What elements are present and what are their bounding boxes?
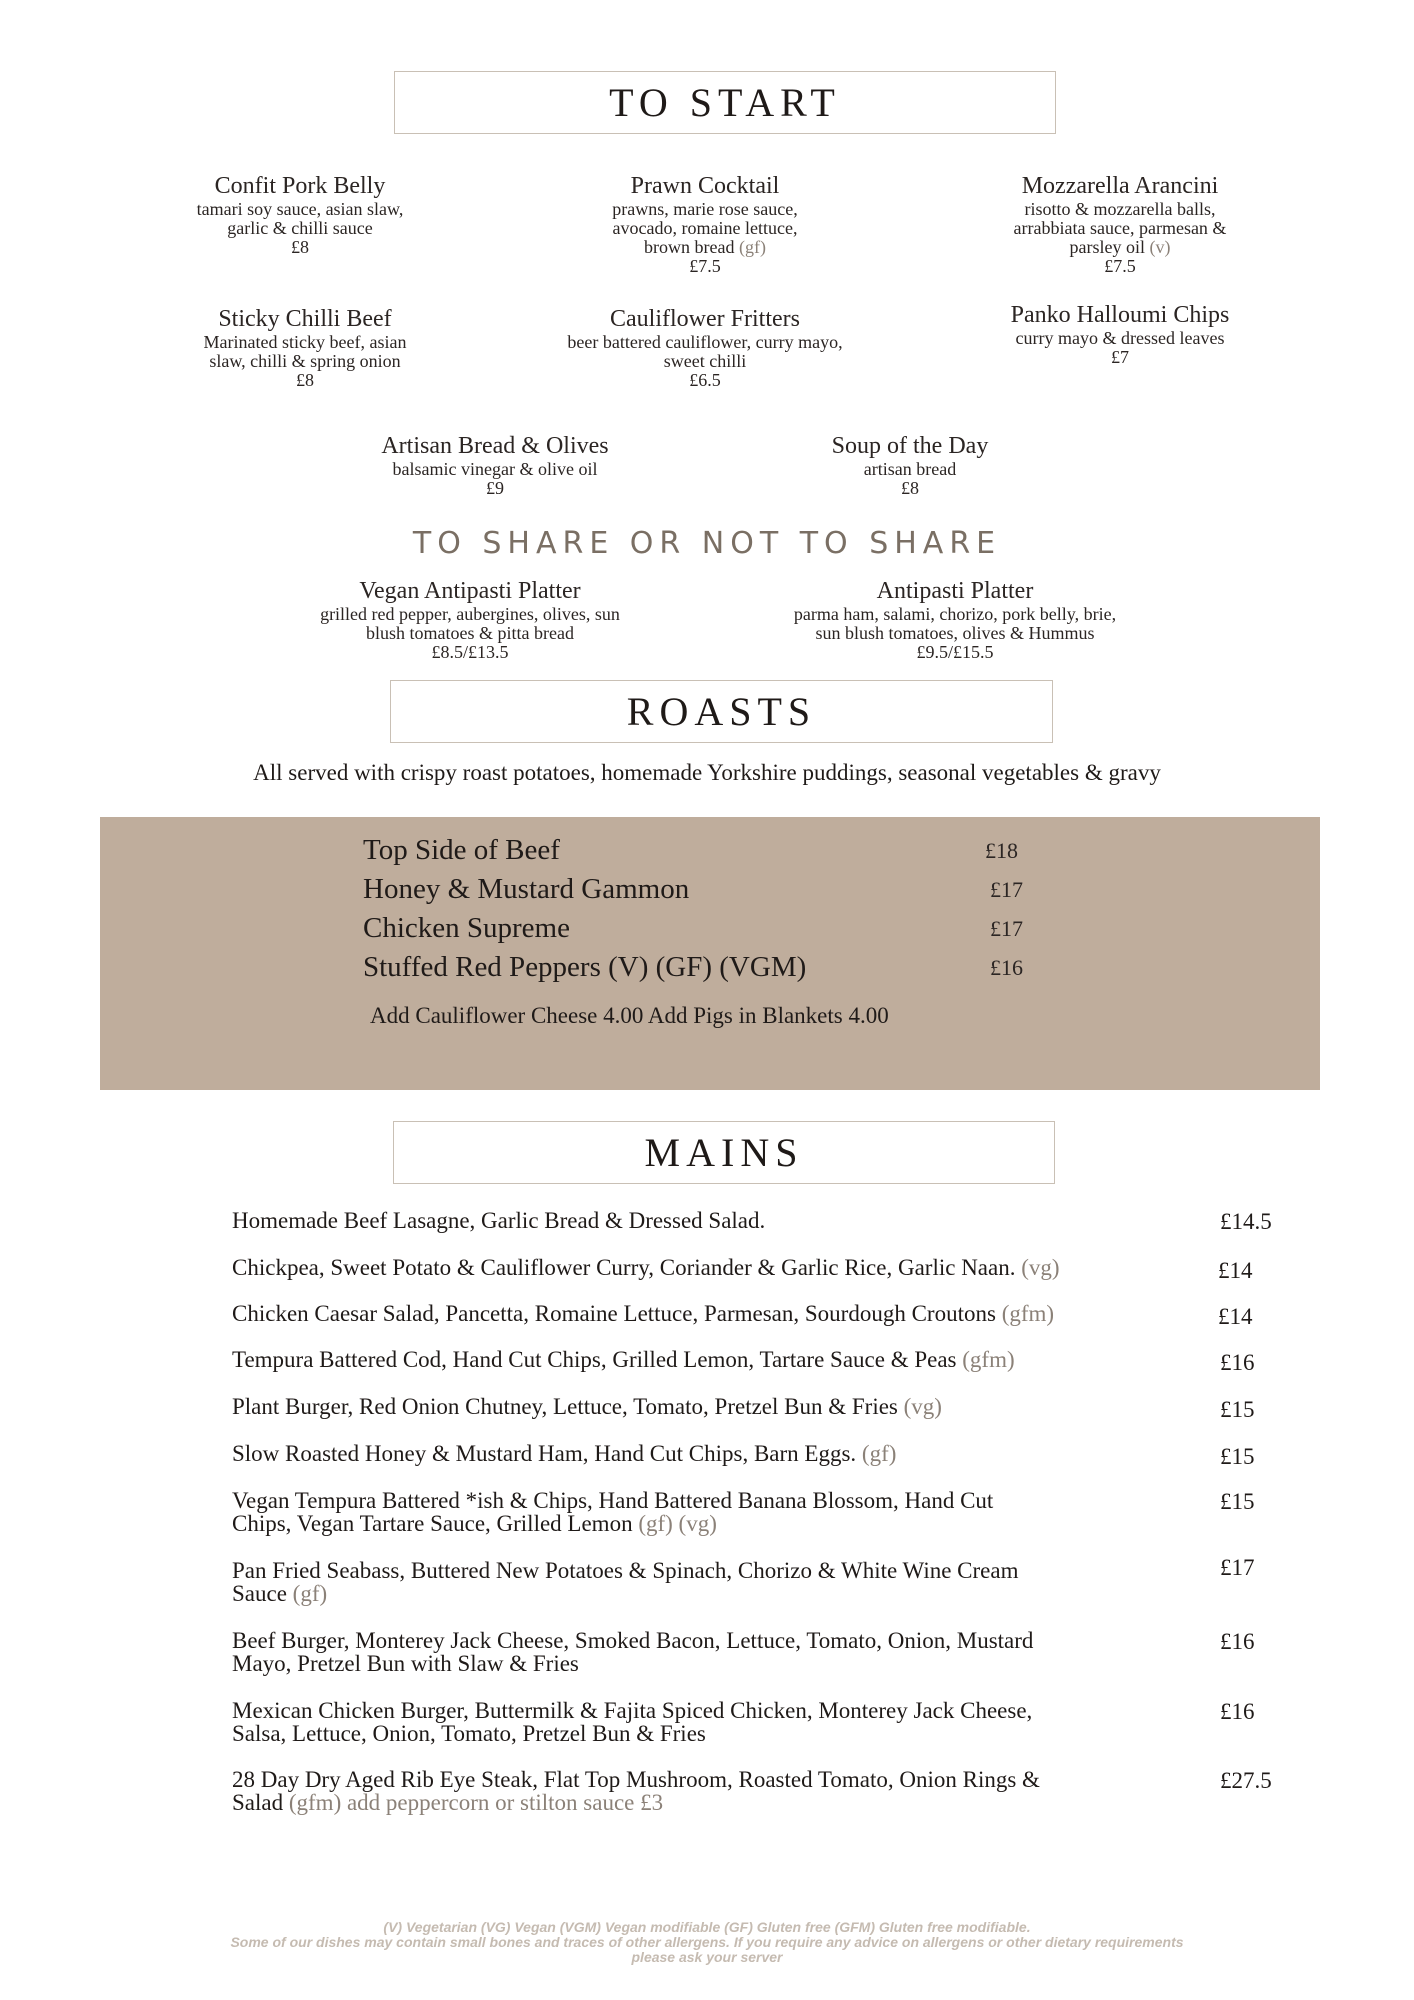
section-heading-mains <box>393 1121 1055 1184</box>
main-item-price: £14.5 <box>1220 1209 1272 1234</box>
main-item <box>232 1442 1232 1465</box>
item-desc: Slow Roasted Honey & Mustard Ham, Hand Cut Chips, Barn Eggs. <box>232 1441 857 1466</box>
menu-item-starter <box>960 172 1280 276</box>
item-name: Panko Halloumi Chips <box>1010 302 1230 328</box>
dietary-tag: (gf) (vg) <box>638 1511 717 1536</box>
item-desc: Salsa, Lettuce, Onion, Tomato, Pretzel Bun & Fries <box>232 1721 706 1746</box>
item-desc: Tempura Battered Cod, Hand Cut Chips, Grilled Lemon, Tartare Sauce & Peas <box>232 1347 957 1372</box>
item-desc: Mayo, Pretzel Bun with Slaw & Fries <box>232 1651 579 1676</box>
menu-item-starter <box>960 301 1280 367</box>
menu-item-starter <box>145 305 465 390</box>
roast-item-name: Stuffed Red Peppers (V) (GF) (VGM) <box>363 951 807 983</box>
item-price: £7 <box>1111 347 1129 367</box>
item-desc: artisan bread <box>863 459 957 479</box>
item-desc: risotto & mozzarella balls, <box>1024 199 1216 219</box>
dietary-tag: (vg) <box>903 1394 942 1419</box>
item-desc: grilled red pepper, aubergines, olives, sun <box>320 604 620 624</box>
item-desc: Chickpea, Sweet Potato & Cauliflower Curry, Coriander & Garlic Rice, Garlic Naan. <box>232 1255 1016 1280</box>
item-price: £9 <box>486 478 504 498</box>
item-desc: sweet chilli <box>663 351 747 371</box>
menu-item-starter <box>140 172 460 257</box>
main-item <box>232 1559 1232 1605</box>
item-desc: Pan Fried Seabass, Buttered New Potatoes & Spinach, Chorizo & White Wine Cream <box>232 1558 1019 1583</box>
main-item <box>232 1629 1232 1675</box>
dietary-tag: (gfm) <box>1001 1301 1055 1326</box>
item-desc: Homemade Beef Lasagne, Garlic Bread & Dressed Salad. <box>232 1208 766 1233</box>
section-title: ROASTS <box>626 689 817 734</box>
dietary-tag: (gf) <box>861 1441 897 1466</box>
menu-item-starter <box>545 172 865 276</box>
roast-item-name: Honey & Mustard Gammon <box>363 873 690 905</box>
item-desc: parma ham, salami, chorizo, pork belly, brie, <box>793 604 1117 624</box>
footer-ask-server: please ask your server <box>631 1949 783 1965</box>
item-price: £8 <box>291 237 309 257</box>
roast-extras: Add Cauliflower Cheese 4.00 Add Pigs in Blankets 4.00 <box>370 1003 889 1028</box>
item-price: £6.5 <box>689 370 721 390</box>
item-desc: parsley oil <box>1069 237 1145 257</box>
main-item-price: £15 <box>1220 1444 1255 1469</box>
item-desc: Plant Burger, Red Onion Chutney, Lettuce, Tomato, Pretzel Bun & Fries <box>232 1394 898 1419</box>
item-desc: sun blush tomatoes, olives & Hummus <box>815 623 1095 643</box>
main-item <box>232 1395 1232 1418</box>
item-desc: 28 Day Dry Aged Rib Eye Steak, Flat Top Mushroom, Roasted Tomato, Onion Rings & <box>232 1767 1040 1792</box>
item-name: Soup of the Day <box>831 433 989 459</box>
item-desc: balsamic vinegar & olive oil <box>392 459 598 479</box>
item-desc: Beef Burger, Monterey Jack Cheese, Smoked Bacon, Lettuce, Tomato, Onion, Mustard <box>232 1628 1034 1653</box>
item-desc: garlic & chilli sauce <box>227 218 373 238</box>
section-title: MAINS <box>644 1130 804 1175</box>
section-heading-roasts <box>390 680 1053 743</box>
item-desc: avocado, romaine lettuce, <box>612 218 798 238</box>
main-item-price: £17 <box>1220 1555 1255 1580</box>
item-name: Vegan Antipasti Platter <box>359 578 581 604</box>
main-item-price: £16 <box>1220 1699 1255 1724</box>
roast-item-price: £17 <box>990 916 1023 941</box>
item-name: Antipasti Platter <box>876 578 1034 604</box>
item-desc: Sauce <box>232 1581 287 1606</box>
item-price: £9.5/£15.5 <box>916 642 994 662</box>
item-desc: beer battered cauliflower, curry mayo, <box>567 332 843 352</box>
main-item-price: £14 <box>1218 1258 1253 1283</box>
footer-legend: (V) Vegetarian (VG) Vegan (VGM) Vegan modifiable (GF) Gluten free (GFM) Gluten free modifiable. <box>383 1919 1031 1935</box>
main-item <box>232 1768 1232 1814</box>
menu-item-starter <box>530 305 880 390</box>
main-item-price: £14 <box>1218 1304 1253 1329</box>
item-price: £8.5/£13.5 <box>431 642 509 662</box>
item-desc: prawns, marie rose sauce, <box>612 199 798 219</box>
main-item-price: £16 <box>1220 1629 1255 1654</box>
roast-item-name: Chicken Supreme <box>363 912 570 944</box>
main-item-price: £15 <box>1220 1397 1255 1422</box>
item-desc: Vegan Tempura Battered *ish & Chips, Hand Battered Banana Blossom, Hand Cut <box>232 1488 994 1513</box>
menu-item-share <box>270 577 670 662</box>
item-desc: Chips, Vegan Tartare Sauce, Grilled Lemon <box>232 1511 633 1536</box>
roast-item-price: £17 <box>990 877 1023 902</box>
item-name: Confit Pork Belly <box>214 173 386 199</box>
dietary-tag: (gf) <box>738 237 766 257</box>
item-price: £8 <box>901 478 919 498</box>
dietary-tag: (gf) <box>292 1581 328 1606</box>
item-name: Cauliflower Fritters <box>610 306 800 332</box>
dietary-tag: (v) <box>1149 237 1171 257</box>
item-desc: Chicken Caesar Salad, Pancetta, Romaine Lettuce, Parmesan, Sourdough Croutons <box>232 1301 996 1326</box>
menu-item-starter <box>750 432 1070 498</box>
main-item <box>232 1256 1232 1279</box>
item-name: Artisan Bread & Olives <box>381 433 609 459</box>
item-name: Prawn Cocktail <box>630 173 780 199</box>
main-item <box>232 1699 1232 1745</box>
allergen-footer <box>0 1920 1414 1965</box>
item-desc: tamari soy sauce, asian slaw, <box>196 199 404 219</box>
item-name: Sticky Chilli Beef <box>218 306 392 332</box>
item-price: £8 <box>296 370 314 390</box>
dietary-tag: (gfm) add peppercorn or stilton sauce £3 <box>288 1790 664 1815</box>
main-item <box>232 1302 1232 1325</box>
dietary-tag: (gfm) <box>962 1347 1015 1372</box>
roast-item-price: £16 <box>990 955 1023 980</box>
main-item <box>232 1489 1232 1535</box>
menu-item-starter <box>335 432 655 498</box>
footer-allergen-note: Some of our dishes may contain small bones and traces of other allergens. If you require any advice on allergens or other dietary requirements <box>230 1934 1184 1950</box>
main-item <box>232 1348 1232 1371</box>
item-name: Mozzarella Arancini <box>1021 173 1219 199</box>
roasts-note: All served with crispy roast potatoes, homemade Yorkshire puddings, seasonal vegetables & gravy <box>253 760 1161 785</box>
item-desc: arrabbiata sauce, parmesan & <box>1013 218 1227 238</box>
item-desc: Salad <box>232 1790 284 1815</box>
section-heading-to-share: TO SHARE OR NOT TO SHARE <box>412 526 1002 561</box>
roast-item-name: Top Side of Beef <box>363 834 560 866</box>
item-price: £7.5 <box>689 256 721 276</box>
item-price: £7.5 <box>1104 256 1136 276</box>
dietary-tag: (vg) <box>1021 1255 1060 1280</box>
main-item-price: £27.5 <box>1220 1768 1272 1793</box>
roast-item-price: £18 <box>985 838 1018 863</box>
item-desc: blush tomatoes & pitta bread <box>366 623 574 643</box>
item-desc: brown bread <box>644 237 735 257</box>
item-desc: Mexican Chicken Burger, Buttermilk & Fajita Spiced Chicken, Monterey Jack Cheese, <box>232 1698 1033 1723</box>
section-heading-to-start <box>394 71 1056 134</box>
main-item-price: £16 <box>1220 1350 1255 1375</box>
item-desc: slaw, chilli & spring onion <box>209 351 401 371</box>
item-desc: Marinated sticky beef, asian <box>203 332 407 352</box>
section-title: TO START <box>609 80 841 125</box>
menu-item-share <box>745 577 1165 662</box>
item-desc: curry mayo & dressed leaves <box>1015 328 1225 348</box>
main-item <box>232 1209 1232 1232</box>
main-item-price: £15 <box>1220 1489 1255 1514</box>
